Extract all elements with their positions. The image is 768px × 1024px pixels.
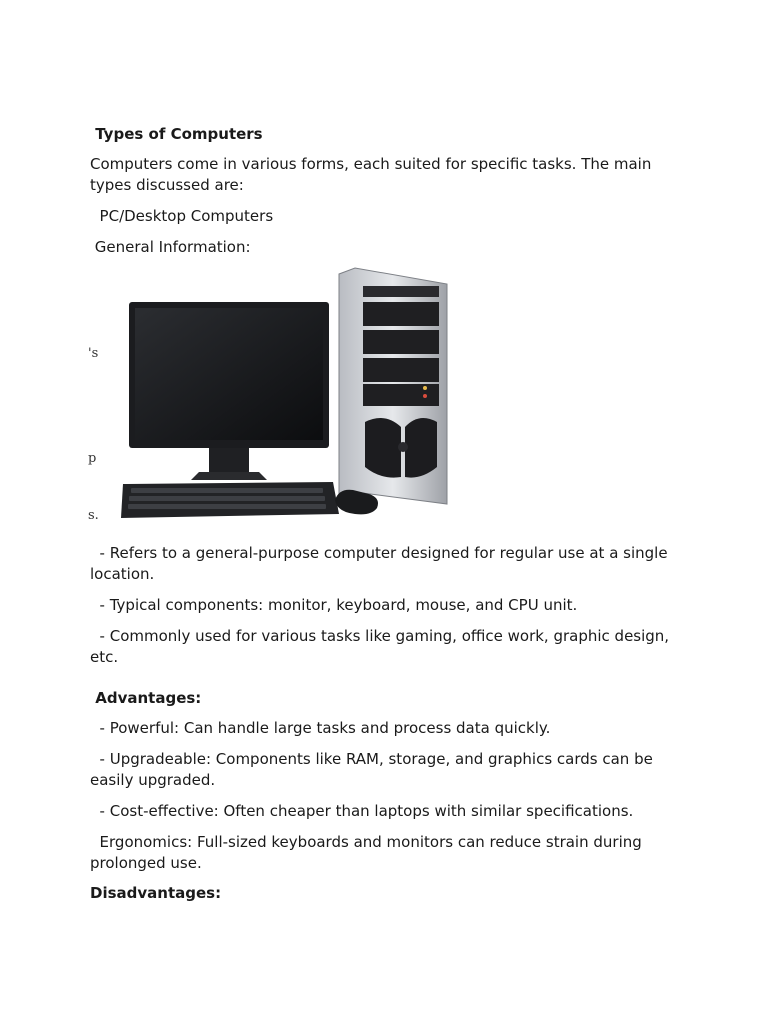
advantage-item: - Upgradeable: Components like RAM, storage, and graphics cards can be easily upgraded. xyxy=(90,750,658,789)
desc-line: - Refers to a general-purpose computer designed for regular use at a single location. xyxy=(90,544,673,583)
desc-line: - Typical components: monitor, keyboard, mouse, and CPU unit. xyxy=(90,596,578,614)
margin-fragment: s. xyxy=(88,508,99,523)
keyboard xyxy=(121,482,339,518)
advantage-item: - Cost-effective: Often cheaper than laptops with similar specifications. xyxy=(90,802,634,820)
subsection-title: PC/Desktop Computers xyxy=(90,207,274,225)
desktop-computer-illustration xyxy=(115,262,455,527)
advantages-heading: Advantages: xyxy=(90,689,202,707)
intro-paragraph: Computers come in various forms, each suited for specific tasks. The main types discussed are: xyxy=(90,155,657,194)
section-heading: Types of Computers xyxy=(90,125,263,143)
cpu-tower xyxy=(339,268,447,504)
general-info-label: General Information: xyxy=(90,238,251,256)
margin-fragment: 's xyxy=(88,346,99,361)
monitor xyxy=(129,302,329,480)
margin-fragment: p xyxy=(88,451,97,466)
desc-line: - Commonly used for various tasks like gaming, office work, graphic design, etc. xyxy=(90,627,674,666)
advantage-item: Ergonomics: Full-sized keyboards and monitors can reduce strain during prolonged use. xyxy=(90,833,647,872)
advantage-item: - Powerful: Can handle large tasks and process data quickly. xyxy=(90,719,551,737)
disadvantages-heading: Disadvantages: xyxy=(90,884,222,902)
